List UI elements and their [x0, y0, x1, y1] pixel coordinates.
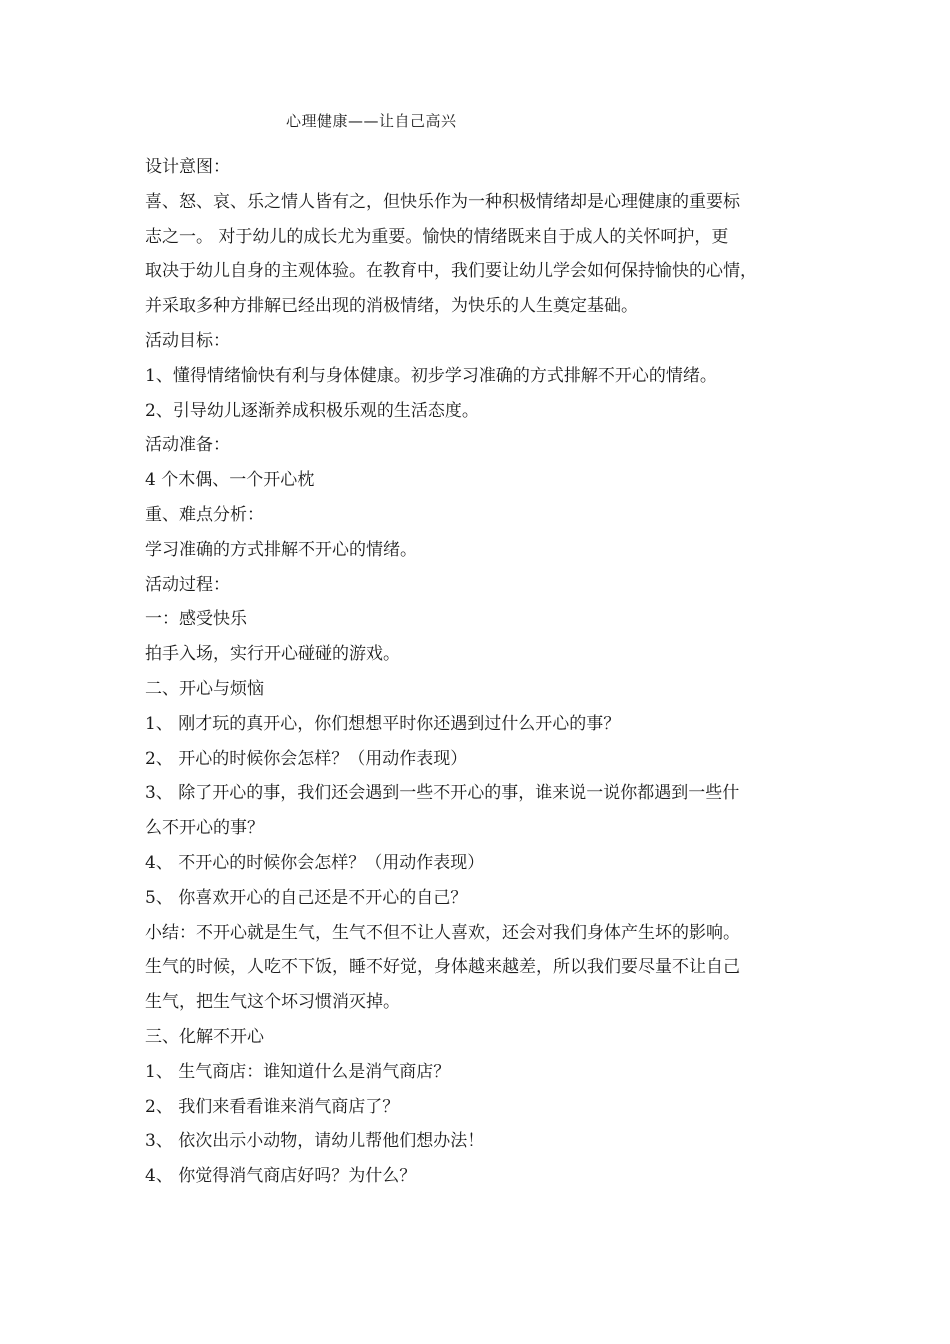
list-item: 3、 除了开心的事，我们还会遇到一些不开心的事，谁来说一说你都遇到一些什	[145, 783, 740, 804]
paragraph-line: 并采取多种方排解已经出现的消极情绪，为快乐的人生奠定基础。	[145, 296, 638, 317]
section-heading-process: 活动过程：	[145, 574, 230, 595]
subsection-heading: 三、化解不开心	[145, 1026, 264, 1047]
list-item: 4、 不开心的时候你会怎样？（用动作表现）	[145, 852, 485, 873]
document-body	[145, 150, 825, 1194]
section-heading-key-points: 重、难点分析：	[145, 504, 264, 525]
list-item: 4、 你觉得消气商店好吗？为什么？	[145, 1166, 417, 1187]
list-item-continuation: 么不开心的事？	[145, 818, 264, 839]
list-item: 5、 你喜欢开心的自己还是不开心的自己？	[145, 887, 468, 908]
subsection-heading: 二、开心与烦恼	[145, 678, 264, 699]
list-item: 2、引导幼儿逐渐养成积极乐观的生活态度。	[145, 400, 479, 421]
list-item: 2、 我们来看看谁来消气商店了？	[145, 1096, 400, 1117]
paragraph-line: 喜、怒、哀、乐之情人皆有之，但快乐作为一种积极情绪却是心理健康的重要标	[145, 191, 740, 212]
paragraph-line: 学习准确的方式排解不开心的情绪。	[145, 539, 417, 560]
paragraph-line: 取决于幼儿自身的主观体验。在教育中，我们要让幼儿学会如何保持愉快的心情，	[145, 261, 757, 282]
paragraph-line: 4 个木偶、一个开心枕	[145, 470, 315, 491]
paragraph-line: 拍手入场，实行开心碰碰的游戏。	[145, 644, 400, 665]
list-item: 1、懂得情绪愉快有利与身体健康。初步学习准确的方式排解不开心的情绪。	[145, 365, 717, 386]
subsection-heading: 一：感受快乐	[145, 609, 247, 630]
list-item: 3、 依次出示小动物，请幼儿帮他们想办法！	[145, 1131, 485, 1152]
list-item: 2、 开心的时候你会怎样？（用动作表现）	[145, 748, 468, 769]
section-heading-preparation: 活动准备：	[145, 435, 230, 456]
section-heading-goals: 活动目标：	[145, 330, 230, 351]
list-item: 1、 刚才玩的真开心，你们想想平时你还遇到过什么开心的事？	[145, 713, 621, 734]
document-title: 心理健康——让自己高兴	[286, 112, 457, 130]
section-heading-design-intent: 设计意图：	[145, 157, 230, 177]
summary-line: 生气，把生气这个坏习惯消灭掉。	[145, 992, 400, 1013]
summary-line: 小结：不开心就是生气，生气不但不让人喜欢，还会对我们身体产生坏的影响。	[145, 922, 740, 943]
list-item: 1、 生气商店：谁知道什么是消气商店？	[145, 1061, 451, 1082]
summary-line: 生气的时候，人吃不下饭，睡不好觉，身体越来越差，所以我们要尽量不让自己	[145, 957, 740, 978]
paragraph-line: 志之一。 对于幼儿的成长尤为重要。愉快的情绪既来自于成人的关怀呵护，更	[145, 226, 729, 247]
